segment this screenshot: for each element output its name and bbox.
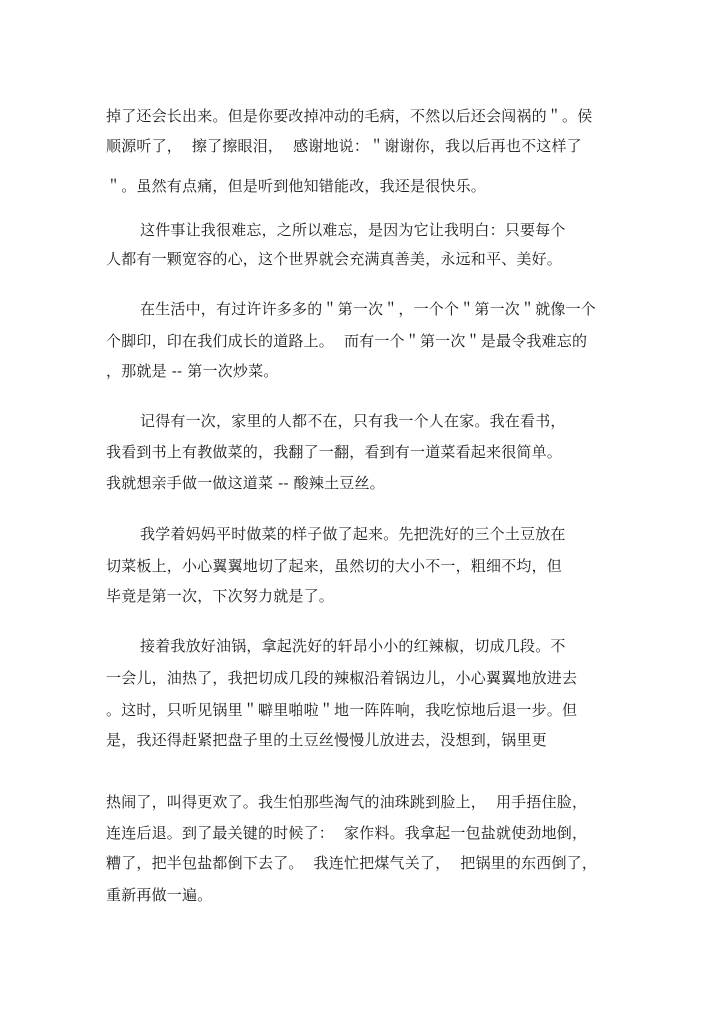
text-line: 。这时，只听见锅里＂噼里啪啦＂地一阵阵响，我吃惊地后退一步。但	[106, 701, 578, 719]
text-line: 记得有一次，家里的人都不在，只有我一个人在家。我在看书，	[140, 412, 566, 430]
text-line: 重新再做一遍。	[106, 886, 213, 904]
text-line: 连连后退。到了最关键的时候了： 家作料。我拿起一包盐就使劲地倒，	[106, 824, 588, 842]
text-line: 在生活中，有过许许多多的＂第一次＂，一个个＂第一次＂就像一个	[140, 300, 597, 318]
text-line: 一会儿，油热了，我把切成几段的辣椒沿着锅边儿，小心翼翼地放进去	[106, 669, 578, 687]
text-line: ，那就是 -- 第一次炒菜。	[106, 362, 279, 380]
text-line: 我就想亲手做一做这道菜 -- 酸辣土豆丝。	[106, 474, 385, 492]
text-line: 是，我还得赶紧把盘子里的土豆丝慢慢儿放进去，没想到，锅里更	[106, 731, 547, 749]
text-line: 顺源听了， 擦了擦眼泪， 感谢地说：＂谢谢你，我以后再也不这样了	[106, 137, 582, 155]
text-line: 掉了还会长出来。但是你要改掉冲动的毛病，不然以后还会闯祸的＂。侯	[106, 107, 593, 125]
text-line: 接着我放好油锅，拿起洗好的轩昂小小的红辣椒，切成几段。不	[140, 637, 566, 655]
text-line: ＂。虽然有点痛，但是听到他知错能改，我还是很快乐。	[106, 177, 487, 195]
text-line: 我学着妈妈平时做菜的样子做了起来。先把洗好的三个土豆放在	[140, 525, 566, 543]
text-line: 热闹了，叫得更欢了。我生怕那些淘气的油珠跳到脸上， 用手捂住脸，	[106, 793, 588, 811]
text-line: 我看到书上有教做菜的，我翻了一翻，看到有一道菜看起来很简单。	[106, 443, 563, 461]
text-line: 个脚印，印在我们成长的道路上。 而有一个＂第一次＂是最令我难忘的	[106, 332, 588, 350]
text-line: 毕竟是第一次，下次努力就是了。	[106, 587, 335, 605]
text-line: 人都有一颗宽容的心，这个世界就会充满真善美，永远和平、美好。	[106, 250, 563, 268]
text-line: 这件事让我很难忘，之所以难忘，是因为它让我明白：只要每个	[140, 221, 566, 239]
text-line: 切菜板上，小心翼翼地切了起来，虽然切的大小不一，粗细不均，但	[106, 557, 563, 575]
text-line: 糟了，把半包盐都倒下去了。 我连忙把煤气关了， 把锅里的东西倒了，	[106, 854, 598, 872]
